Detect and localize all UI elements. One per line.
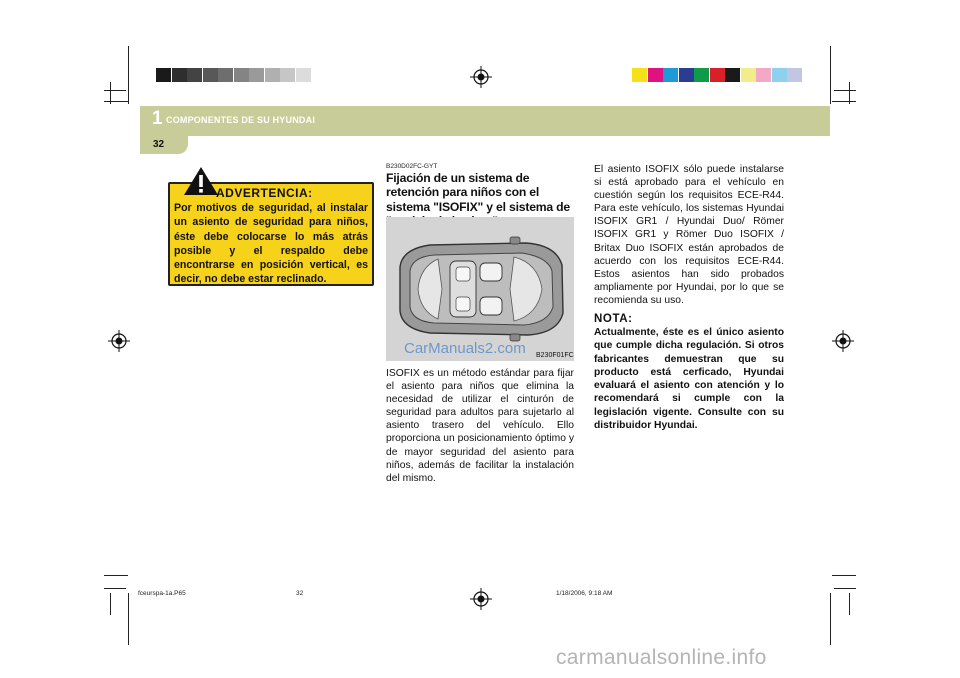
registration-mark-bottom [470, 588, 492, 610]
footer-page: 32 [296, 590, 304, 597]
color-swatch [756, 68, 771, 82]
gray-swatch [280, 68, 295, 82]
registration-mark-top [470, 66, 492, 88]
gray-swatch [203, 68, 218, 82]
warning-title: ADVERTENCIA: [216, 186, 313, 200]
footer-date: 1/18/2006, 9:18 AM [556, 590, 613, 597]
chapter-title: COMPONENTES DE SU HYUNDAI [166, 115, 316, 125]
registration-mark-right [832, 330, 854, 352]
color-swatch [632, 68, 647, 82]
chapter-number: 1 [152, 108, 163, 129]
color-swatch [663, 68, 678, 82]
gray-swatch [218, 68, 233, 82]
color-swatch [694, 68, 709, 82]
site-watermark: carmanualsonline.info [556, 646, 767, 669]
color-swatch [710, 68, 725, 82]
color-swatch [741, 68, 756, 82]
warning-icon [183, 166, 219, 196]
gray-swatch [156, 68, 171, 82]
note-body: Actualmente, éste es el único asiento que cumple dicha regulación. Si otros fabricantes demuestran que su producto está cerficado, Hyundai evaluará el asiento con atención y lo recomendará si cumple con la legislación vigente. Consulte con su distribuidor Hyundai. [594, 327, 784, 432]
page-number: 32 [153, 139, 165, 150]
gray-swatch [265, 68, 280, 82]
section-code: B230D02FC-GYT [386, 163, 438, 170]
color-swatch [725, 68, 740, 82]
watermark: CarManuals2.com [404, 340, 526, 357]
note-title: NOTA: [594, 313, 633, 325]
gray-swatch [296, 68, 311, 82]
color-swatch [679, 68, 694, 82]
gray-swatch [234, 68, 249, 82]
color-swatch [772, 68, 787, 82]
registration-mark-left [108, 330, 130, 352]
color-swatch [787, 68, 802, 82]
approval-paragraph: El asiento ISOFIX sólo puede instalarse si está aprobado para el vehículo en cuestión según los requisitos ECE-R44. Para este vehículo, los sistemas Hyundai ISOFIX GR1 / Hyundai Duo/ Römer ISOFIX GR1 y Römer Duo ISOFIX / Britax Duo ISOFIX están aprobados de acuerdo con los requisitos ECE-R44. Estos asientos han sido probados ampliamente por Hyundai, por lo que se recomienda su uso. [594, 164, 784, 306]
isofix-paragraph: ISOFIX es un método estándar para fijar el asiento para niños que elimina la necesidad de utilizar el cinturón de seguridad para adultos para sujetarlo al asiento trasero del vehículo. Ello proporciona un posicionamiento óptimo y de mayor seguridad del asiento para niños, además de facilitar la instalación del mismo. [386, 368, 574, 484]
color-swatch [648, 68, 663, 82]
section-title: Fijación de un sistema de retención para niños con el sistema "ISOFIX" y el sistema de [386, 171, 570, 214]
footer-file: fceurspa-1a.P65 [138, 590, 186, 597]
gray-swatch [172, 68, 187, 82]
gray-swatch [187, 68, 202, 82]
warning-body: Por motivos de seguridad, al instalar un asiento de seguridad para niños, éste debe colocarse lo más atrás posible y el respaldo debe encontrarse en posición vertical, es decir, no debe estar reclinado. [174, 202, 368, 286]
image-code: B230F01FC [536, 352, 574, 359]
gray-swatch [249, 68, 264, 82]
